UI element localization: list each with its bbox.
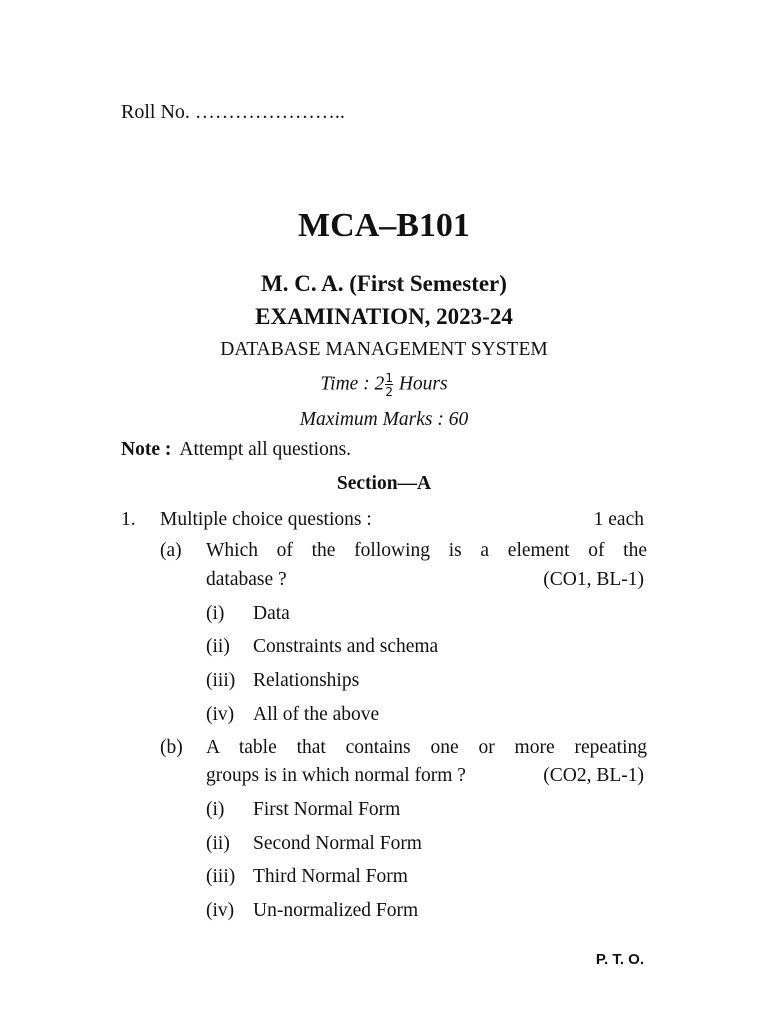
section-heading: Section—A (336, 473, 432, 494)
question-marks: 1 each (593, 509, 644, 530)
time-fraction (385, 372, 393, 398)
option-text: Second Normal Form (253, 833, 422, 854)
part-label-b: (b) (160, 737, 183, 758)
question-number: 1. (121, 509, 136, 530)
option-number: (i) (206, 603, 225, 624)
paper-code: MCA–B101 (298, 207, 470, 244)
option-number: (ii) (206, 636, 230, 657)
option-text: All of the above (253, 704, 380, 725)
question-text: Multiple choice questions : (160, 509, 372, 530)
roll-number-line: Roll No. ………………….. (121, 101, 345, 123)
option-number: (iii) (206, 670, 236, 691)
option-number: (iv) (206, 900, 235, 921)
exam-title: EXAMINATION, 2023-24 (255, 304, 513, 329)
part-a-question-line2: database ? (206, 569, 287, 590)
time-suffix: Hours (398, 373, 448, 395)
option-number: (iii) (206, 866, 236, 887)
part-b-question-line2: groups is in which normal form ? (206, 765, 466, 786)
part-b-question-line1: A table that contains one or more repeating (206, 737, 647, 758)
time-fraction-numerator: 1 (385, 371, 393, 385)
option-text: First Normal Form (253, 799, 401, 820)
part-b-outcome-tag: (CO2, BL-1) (543, 765, 644, 786)
please-turn-over: P. T. O. (595, 951, 644, 968)
part-a-outcome-tag: (CO1, BL-1) (543, 569, 644, 590)
option-text: Constraints and schema (253, 636, 439, 657)
option-number: (iv) (206, 704, 235, 725)
time-fraction-denominator: 2 (385, 385, 393, 399)
exam-duration (0, 372, 768, 398)
option-number: (ii) (206, 833, 230, 854)
note-text: Attempt all questions. (179, 439, 352, 460)
subject-title: DATABASE MANAGEMENT SYSTEM (220, 339, 548, 360)
part-a-question-line1: Which of the following is a element of the (206, 540, 647, 561)
option-text: Third Normal Form (253, 866, 408, 887)
option-text: Un-normalized Form (253, 900, 419, 921)
note-line (121, 439, 351, 461)
time-prefix: Time : 2 (320, 373, 385, 395)
maximum-marks: Maximum Marks : 60 (299, 409, 469, 430)
note-label: Note : (121, 439, 172, 460)
option-text: Data (253, 603, 290, 624)
part-label-a: (a) (160, 540, 182, 561)
option-text: Relationships (253, 670, 360, 691)
course-title: M. C. A. (First Semester) (261, 271, 507, 296)
option-number: (i) (206, 799, 225, 820)
